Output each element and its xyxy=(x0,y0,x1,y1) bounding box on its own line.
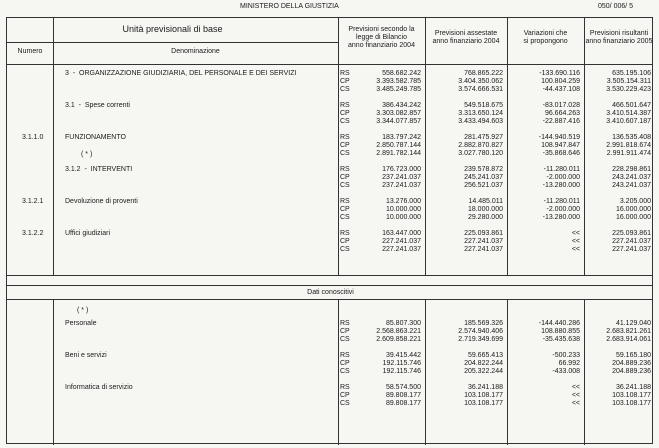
amount-cell: 2.850.787.144 xyxy=(376,142,421,149)
header-divider xyxy=(7,42,338,43)
amount-cell: << xyxy=(571,246,580,253)
amount-cell: 3.404.350.062 xyxy=(458,78,503,85)
amount-cell: 103.108.177 xyxy=(464,392,503,399)
amount-cell: 2.574.940.406 xyxy=(458,328,503,335)
amount-cell: 245.241.037 xyxy=(464,174,503,181)
amount-cell: << xyxy=(571,384,580,391)
amount-cell: 3.410.607.187 xyxy=(606,118,651,125)
amount-cell: 239.578.872 xyxy=(464,166,503,173)
amount-cell: 204.889.236 xyxy=(612,368,651,375)
line-type-code: RS xyxy=(340,230,350,237)
line-type-code: CP xyxy=(340,142,350,149)
row-numero: 3.1.2.2 xyxy=(22,230,44,237)
amount-cell: 59.665.413 xyxy=(467,352,503,359)
amount-cell: 108.880.855 xyxy=(541,328,580,335)
amount-cell: 3.303.082.857 xyxy=(376,110,421,117)
amount-cell: 29.280.000 xyxy=(467,214,503,221)
amount-cell: 227.241.037 xyxy=(612,246,651,253)
line-type-code: CP xyxy=(340,110,350,117)
amount-cell: 228.298.861 xyxy=(612,166,651,173)
line-type-code: CS xyxy=(340,214,350,221)
amount-cell: 36.241.188 xyxy=(467,384,503,391)
line-type-code: RS xyxy=(340,102,350,109)
amount-cell: 2.683.914.061 xyxy=(606,336,651,343)
amount-cell: -433.008 xyxy=(552,368,580,375)
amount-cell: 386.434.242 xyxy=(382,102,421,109)
amount-cell: 243.241.037 xyxy=(612,174,651,181)
col-divider xyxy=(338,18,339,275)
amount-cell: 256.521.037 xyxy=(464,182,503,189)
line-type-code: RS xyxy=(340,352,350,359)
amount-cell: << xyxy=(571,400,580,407)
dc-row-denominazione: Personale xyxy=(65,320,97,327)
line-type-code: CP xyxy=(340,328,350,335)
amount-cell: 2.991.911.474 xyxy=(606,150,651,157)
line-type-code: CS xyxy=(340,182,350,189)
col-header-variazioni: Variazioni che si propongono xyxy=(523,30,568,45)
amount-cell: -500.233 xyxy=(552,352,580,359)
amount-cell: -22.887.416 xyxy=(542,118,580,125)
row-denominazione: Uffici giudiziari xyxy=(65,230,110,237)
amount-cell: 227.241.037 xyxy=(464,246,503,253)
amount-cell: 225.093.861 xyxy=(612,230,651,237)
amount-cell: 2.991.818.674 xyxy=(606,142,651,149)
row-denominazione: 3.1 - Spese correnti xyxy=(65,102,130,109)
line-type-code: RS xyxy=(340,70,350,77)
row-denominazione: Devoluzione di proventi xyxy=(65,198,138,205)
dati-conoscitivi-note: ( * ) xyxy=(77,307,89,314)
row-denominazione: FUNZIONAMENTO xyxy=(65,134,126,141)
amount-cell: 205.322.244 xyxy=(464,368,503,375)
amount-cell: 3.530.229.423 xyxy=(606,86,651,93)
line-type-code: RS xyxy=(340,198,350,205)
amount-cell: 176.723.000 xyxy=(382,166,421,173)
amount-cell: 635.195.106 xyxy=(612,70,651,77)
amount-cell: -83.017.028 xyxy=(542,102,580,109)
amount-cell: 89.808.177 xyxy=(385,400,421,407)
dc-row-denominazione: Informatica di servizio xyxy=(65,384,133,391)
amount-cell: -11.280.011 xyxy=(543,198,580,205)
amount-cell: 227.241.037 xyxy=(612,238,651,245)
row-denominazione: 3 - ORGANIZZAZIONE GIUDIZIARIA, DEL PERSONALE E DEI SERVIZI xyxy=(65,70,297,77)
amount-cell: 3.313.650.124 xyxy=(458,110,503,117)
amount-cell: 3.433.494.603 xyxy=(458,118,503,125)
row-denominazione: 3.1.2 - INTERVENTI xyxy=(65,166,133,173)
amount-cell: 39.415.442 xyxy=(385,352,421,359)
amount-cell: 59.165.180 xyxy=(615,352,651,359)
col-header-numero: Numero xyxy=(17,48,43,55)
section-divider xyxy=(7,299,652,300)
amount-cell: 136.535.408 xyxy=(612,134,651,141)
amount-cell: 10.000.000 xyxy=(385,214,421,221)
amount-cell: 3.205.000 xyxy=(619,198,651,205)
amount-cell: 225.093.861 xyxy=(464,230,503,237)
line-type-code: CP xyxy=(340,238,350,245)
row-denominazione: ( * ) xyxy=(81,151,93,158)
amount-cell: 281.475.927 xyxy=(464,134,503,141)
col-divider xyxy=(53,18,54,275)
amount-cell: 237.241.037 xyxy=(382,182,421,189)
col-divider xyxy=(53,299,54,445)
amount-cell: -144.440.286 xyxy=(538,320,580,327)
amount-cell: 108.947.847 xyxy=(541,142,580,149)
amount-cell: 549.518.675 xyxy=(464,102,503,109)
page-header xyxy=(0,3,659,13)
line-type-code: CS xyxy=(340,336,350,343)
line-type-code: CP xyxy=(340,392,350,399)
amount-cell: 3.485.249.785 xyxy=(376,86,421,93)
amount-cell: 18.000.000 xyxy=(467,206,503,213)
amount-cell: 558.682.242 xyxy=(382,70,421,77)
amount-cell: 227.241.037 xyxy=(382,246,421,253)
amount-cell: 192.115.746 xyxy=(382,368,421,375)
amount-cell: 3.505.154.311 xyxy=(606,78,651,85)
line-type-code: CS xyxy=(340,400,350,407)
amount-cell: 163.447.000 xyxy=(382,230,421,237)
budget-table xyxy=(6,17,653,444)
amount-cell: 2.891.782.144 xyxy=(376,150,421,157)
line-type-code: CP xyxy=(340,360,350,367)
amount-cell: 3.393.582.785 xyxy=(376,78,421,85)
amount-cell: -35.435.638 xyxy=(542,336,580,343)
line-type-code: CP xyxy=(340,174,350,181)
amount-cell: 103.108.177 xyxy=(464,400,503,407)
amount-cell: -13.280.000 xyxy=(542,214,580,221)
line-type-code: CS xyxy=(340,86,350,93)
ministry-name: MINISTERO DELLA GIUSTIZIA xyxy=(240,3,339,10)
col-header-prev-bilancio: Previsioni secondo la legge di Bilancio anno finanziario 2004 xyxy=(348,26,415,49)
amount-cell: 58.574.500 xyxy=(385,384,421,391)
amount-cell: 14.485.011 xyxy=(468,198,503,205)
line-type-code: RS xyxy=(340,320,350,327)
amount-cell: 2.609.858.221 xyxy=(376,336,421,343)
amount-cell: -13.280.000 xyxy=(542,182,580,189)
line-type-code: RS xyxy=(340,384,350,391)
amount-cell: 243.241.037 xyxy=(612,182,651,189)
amount-cell: 2.719.349.699 xyxy=(458,336,503,343)
amount-cell: -35.868.646 xyxy=(542,150,580,157)
amount-cell: -133.690.116 xyxy=(539,70,580,77)
amount-cell: 96.664.263 xyxy=(544,110,580,117)
amount-cell: 185.569.326 xyxy=(464,320,503,327)
row-numero: 3.1.2.1 xyxy=(22,198,44,205)
amount-cell: 204.822.244 xyxy=(464,360,503,367)
amount-cell: 16.000.000 xyxy=(615,206,651,213)
amount-cell: 2.568.863.221 xyxy=(376,328,421,335)
line-type-code: RS xyxy=(340,166,350,173)
line-type-code: CS xyxy=(340,368,350,375)
amount-cell: 3.344.077.857 xyxy=(376,118,421,125)
amount-cell: -11.280.011 xyxy=(543,166,580,173)
amount-cell: 227.241.037 xyxy=(382,238,421,245)
dati-conoscitivi-label: Dati conoscitivi xyxy=(307,289,354,296)
amount-cell: 3.410.514.387 xyxy=(606,110,651,117)
header-bottom xyxy=(7,64,652,65)
amount-cell: 192.115.746 xyxy=(382,360,421,367)
dc-row-denominazione: Beni e servizi xyxy=(65,352,107,359)
line-type-code: CS xyxy=(340,118,350,125)
amount-cell: 227.241.037 xyxy=(464,238,503,245)
amount-cell: 204.889.236 xyxy=(612,360,651,367)
amount-cell: 41.129.040 xyxy=(615,320,651,327)
amount-cell: 66.992 xyxy=(558,360,580,367)
amount-cell: -44.437.108 xyxy=(542,86,580,93)
amount-cell: 768.865.222 xyxy=(464,70,503,77)
amount-cell: -2.000.000 xyxy=(546,206,580,213)
line-type-code: RS xyxy=(340,134,350,141)
amount-cell: 10.000.000 xyxy=(385,206,421,213)
amount-cell: 85.807.300 xyxy=(385,320,421,327)
col-header-prev-risultanti: Previsioni risultanti anno finanziario 2005 xyxy=(585,30,653,45)
amount-cell: 100.804.259 xyxy=(541,78,580,85)
amount-cell: << xyxy=(571,238,580,245)
line-type-code: CP xyxy=(340,206,350,213)
amount-cell: 16.000.000 xyxy=(615,214,651,221)
amount-cell: 2.882.870.827 xyxy=(458,142,503,149)
amount-cell: -144.940.519 xyxy=(538,134,580,141)
amount-cell: 89.808.177 xyxy=(385,392,421,399)
amount-cell: 103.108.177 xyxy=(612,392,651,399)
col-header-prev-assestate: Previsioni assestate anno finanziario 2004 xyxy=(432,30,500,45)
amount-cell: 13.276.000 xyxy=(385,198,421,205)
amount-cell: 103.108.177 xyxy=(612,400,651,407)
line-type-code: CP xyxy=(340,78,350,85)
amount-cell: -2.000.000 xyxy=(546,174,580,181)
amount-cell: << xyxy=(571,392,580,399)
amount-cell: 466.501.647 xyxy=(612,102,651,109)
col-divider xyxy=(338,299,339,445)
amount-cell: 3.027.780.120 xyxy=(458,150,503,157)
amount-cell: 3.574.666.531 xyxy=(458,86,503,93)
table-title: Unità previsionali di base xyxy=(122,24,223,34)
line-type-code: CS xyxy=(340,150,350,157)
page-number: 050/ 006/ 5 xyxy=(598,3,634,10)
section-divider xyxy=(7,285,652,286)
amount-cell: 183.797.242 xyxy=(382,134,421,141)
section-divider xyxy=(7,275,652,276)
col-header-denominazione: Denominazione xyxy=(171,48,220,55)
amount-cell: << xyxy=(571,230,580,237)
amount-cell: 36.241.188 xyxy=(615,384,651,391)
line-type-code: CS xyxy=(340,246,350,253)
amount-cell: 2.683.821.261 xyxy=(606,328,651,335)
amount-cell: 237.241.037 xyxy=(382,174,421,181)
row-numero: 3.1.1.0 xyxy=(22,134,44,141)
